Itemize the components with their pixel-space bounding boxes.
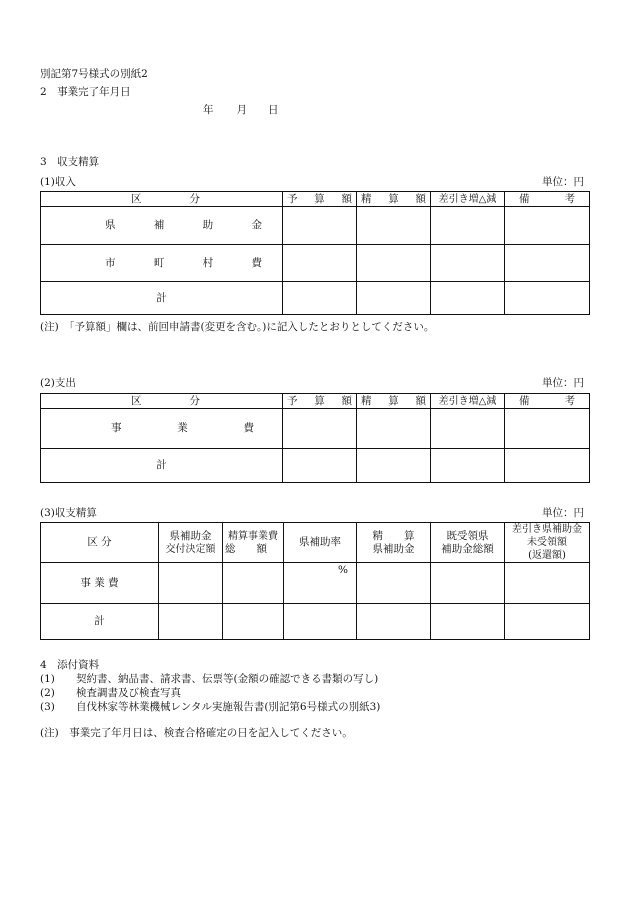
settle-header-settled-grant: 精 算 県補助金 [357,523,431,563]
expense-header-diff: 差引き増△減 [431,394,505,409]
income-unit: 単位：円 [542,176,584,188]
section-3-title: 3 収支精算 [40,156,100,168]
settle-cell [357,563,431,604]
attachments-note: (注) 事業完了年月日は、検査合格確定の日を記入してください。 [40,727,353,739]
date-month: 月 [236,104,247,116]
income-cell [505,207,590,245]
expense-header-budget: 予 算 額 [283,394,357,409]
settle-title: (3)収支精算 [40,507,97,519]
expense-header-settlement: 精 算 額 [357,394,431,409]
income-header-remarks: 備 考 [505,192,590,207]
expense-table [40,393,590,483]
income-header-budget: 予 算 額 [283,192,357,207]
income-title: (1)収入 [40,176,76,188]
expense-header-remarks: 備 考 [505,394,590,409]
expense-title: (2)支出 [40,377,76,389]
expense-cell [505,449,590,483]
income-cell [357,207,431,245]
form-id: 別記第7号様式の別紙2 [40,68,148,80]
section-2-title: 2 事業完了年月日 [40,86,131,98]
attachments-title: 4 添付資料 [40,659,100,671]
expense-cell [283,409,357,449]
income-header-settlement: 精 算 額 [357,192,431,207]
attachment-item: (2) 検査調書及び検査写真 [40,687,181,699]
settle-header-received: 既受領県 補助金総額 [431,523,505,563]
income-total-label: 計 [41,282,283,315]
settle-row-total [41,604,590,640]
expense-cell [283,449,357,483]
settle-cell [223,604,284,640]
settle-header-grant-decision: 県補助金 交付決定額 [159,523,223,563]
income-header-category: 区 分 [41,192,283,207]
settle-cell [159,604,223,640]
date-year: 年 [203,104,214,116]
expense-header-category: 区 分 [41,394,283,409]
settle-table [40,522,590,640]
settle-unit: 単位：円 [542,507,584,519]
income-table [40,191,590,315]
settle-header-project-cost: 精算事業費 総 額 [223,523,284,563]
expense-row-total [41,449,590,483]
expense-total-label: 計 [41,449,283,483]
expense-cell [357,449,431,483]
expense-row-project-cost: 事 業 費 [41,409,590,449]
settle-cell [223,563,284,604]
income-row-total [41,282,590,315]
expense-cell [431,409,505,449]
attachment-item: (1) 契約書、納品書、請求書、伝票等(金額の確認できる書類の写し) [40,673,379,685]
settle-cell [431,563,505,604]
settle-header-unreceived: 差引き県補助金 未受領額 (返還額) [505,523,590,563]
expense-cell [357,409,431,449]
settle-cell [505,604,590,640]
expense-cell [431,449,505,483]
settle-total-label: 計 [41,604,159,640]
income-cell [283,282,357,315]
income-cell [431,207,505,245]
income-cell [283,245,357,282]
income-cell [505,282,590,315]
settle-header-rate: 県補助率 [284,523,357,563]
expense-unit: 単位：円 [542,377,584,389]
income-cell [431,282,505,315]
income-cell [431,245,505,282]
settle-cell [431,604,505,640]
income-row-prefectural-grant: 県 補 助 金 [41,207,590,245]
income-cell [283,207,357,245]
settle-header-category: 区 分 [41,523,159,563]
attachment-item: (3) 自伐林家等林業機械レンタル実施報告書(別記第6号様式の別紙3) [40,701,381,713]
income-row-municipal-cost: 市 町 村 費 [41,245,590,282]
income-cell [505,245,590,282]
income-header-diff: 差引き増△減 [431,192,505,207]
income-cell [357,245,431,282]
expense-cell [505,409,590,449]
settle-rate-cell: % [284,563,357,604]
settle-row-project-cost [41,563,590,604]
settle-cell [284,604,357,640]
date-line [203,104,279,117]
settle-cell [159,563,223,604]
settle-row-label: 事 業 費 [41,563,159,604]
date-day: 日 [268,104,279,116]
income-note: (注) 「予算額」欄は、前回申請書(変更を含む。)に記入したとおりとしてください。 [40,321,435,333]
settle-cell [505,563,590,604]
settle-cell [357,604,431,640]
income-cell [357,282,431,315]
settle-header-row [41,523,590,563]
